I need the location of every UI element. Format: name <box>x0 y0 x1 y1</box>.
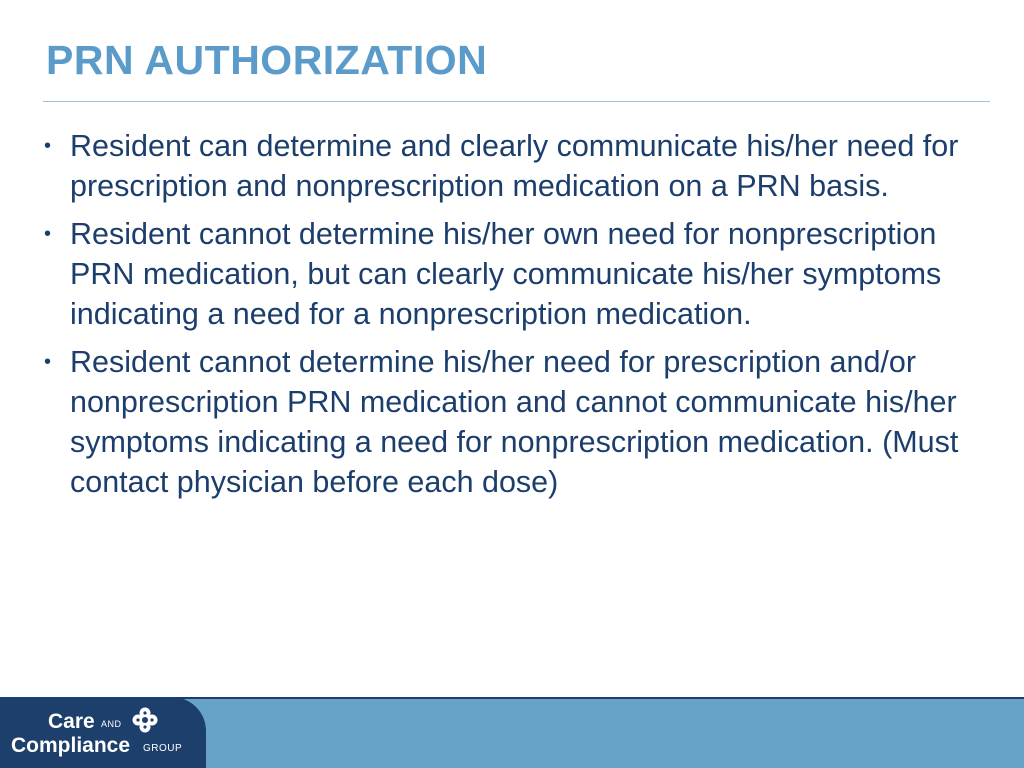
slide-title: PRN AUTHORIZATION <box>46 37 488 83</box>
logo-word-compliance: Compliance <box>11 734 131 757</box>
title-divider <box>43 101 990 102</box>
bullet-item <box>44 214 984 334</box>
bullet-text: Resident cannot determine his/her own need for nonprescription PRN medication, but can clearly communicate his/her symptoms indicating a need for a nonprescription medication. <box>70 217 942 331</box>
logo-word-group: GROUP <box>143 743 183 754</box>
bullet-item <box>44 126 984 206</box>
logo-word-and: AND <box>101 719 122 729</box>
bullet-marker: • <box>44 351 52 373</box>
bullet-text: Resident cannot determine his/her need for prescription and/or nonprescription PRN medication and cannot communicate his/her symptoms indicating a need for nonprescription medication. (Must contact physician before each dose) <box>70 345 959 499</box>
bullet-list <box>44 126 984 510</box>
bullet-marker: • <box>44 135 52 157</box>
logo-word-care: Care <box>48 710 95 733</box>
company-logo <box>0 697 206 768</box>
clover-flower-icon <box>130 705 160 735</box>
bullet-text: Resident can determine and clearly communicate his/her need for prescription and nonprescription medication on a PRN basis. <box>70 129 959 203</box>
bullet-item <box>44 342 984 502</box>
bullet-marker: • <box>44 223 52 245</box>
